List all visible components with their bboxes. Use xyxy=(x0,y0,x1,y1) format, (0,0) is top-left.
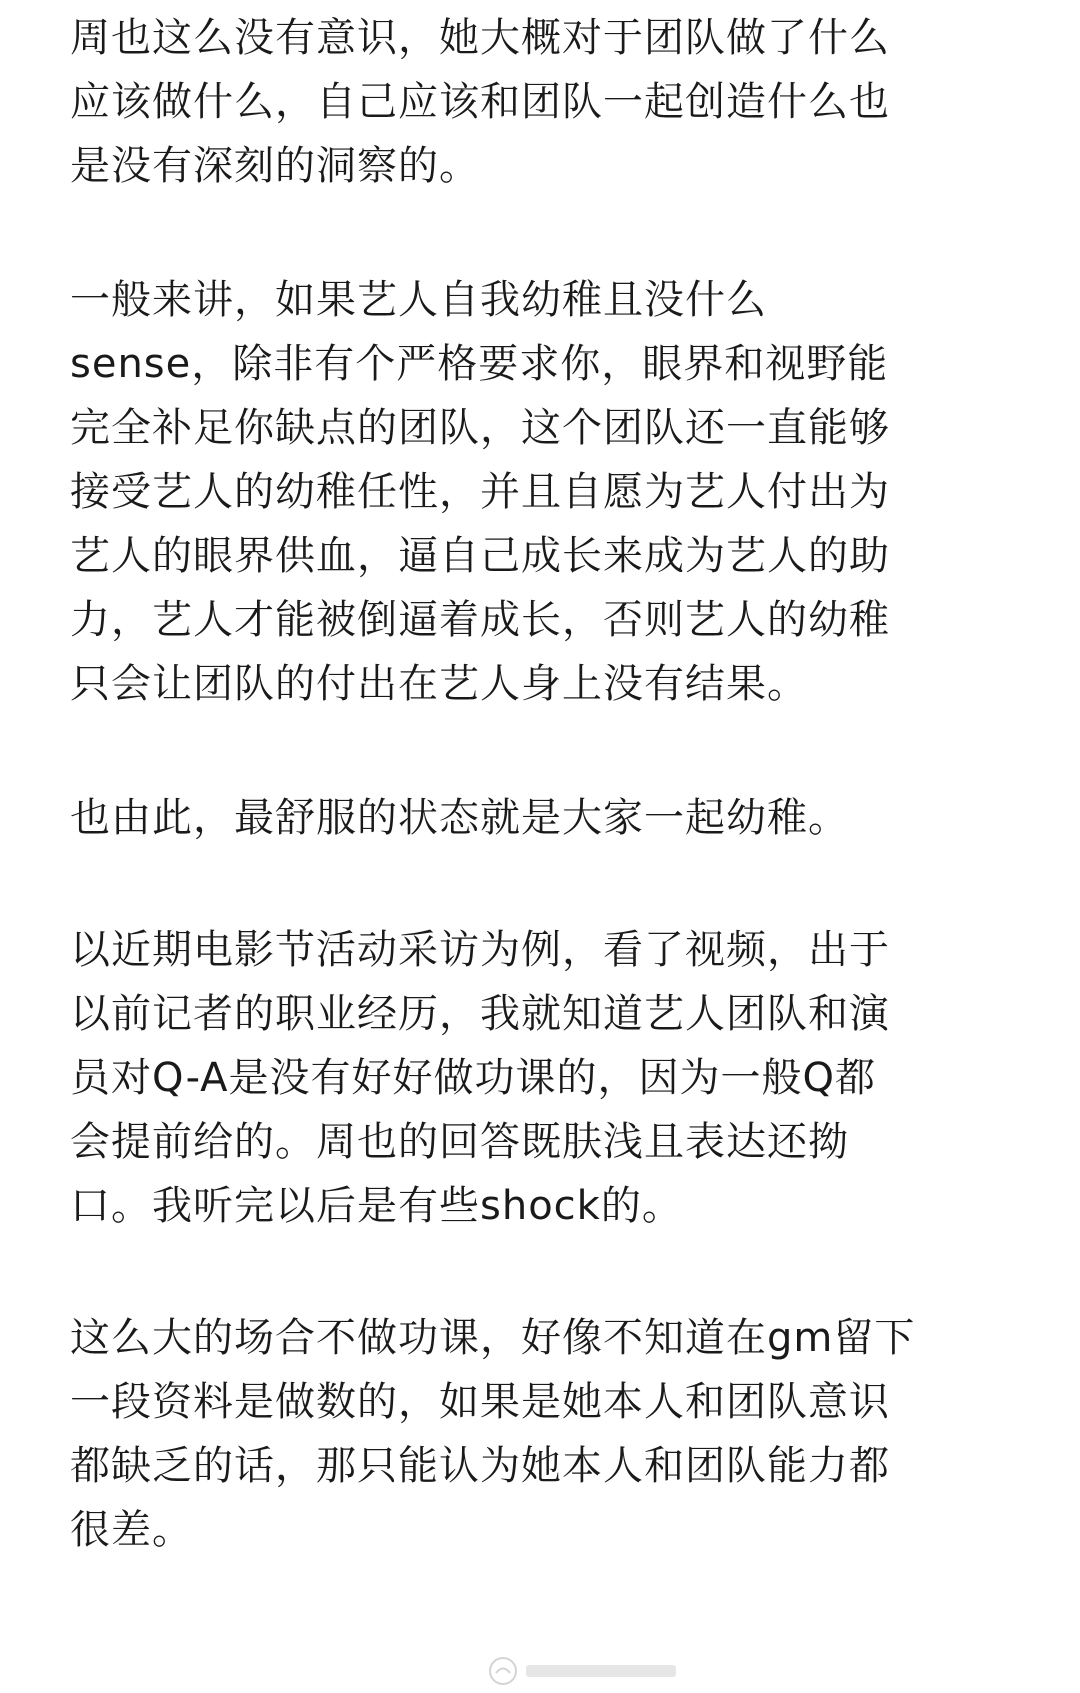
paragraph-4-line-1: 以近期电影节活动采访为例，看了视频，出于 xyxy=(70,927,890,973)
paragraph-4-line-5: 口。我听完以后是有些shock的。 xyxy=(70,1183,683,1229)
weibo-watermark-icon xyxy=(486,1654,686,1688)
paragraph-1-line-2: 应该做什么，自己应该和团队一起创造什么也 xyxy=(70,79,890,125)
paragraph-2-line-4: 接受艺人的幼稚任性，并且自愿为艺人付出为 xyxy=(70,469,890,515)
paragraph-3-line-1: 也由此，最舒服的状态就是大家一起幼稚。 xyxy=(70,795,849,841)
paragraph-4-line-3: 员对Q-A是没有好好做功课的，因为一般Q都 xyxy=(70,1055,876,1101)
paragraph-2-line-5: 艺人的眼界供血，逼自己成长来成为艺人的助 xyxy=(70,533,890,579)
paragraph-2-line-3: 完全补足你缺点的团队，这个团队还一直能够 xyxy=(70,405,890,451)
paragraph-2-line-1: 一般来讲，如果艺人自我幼稚且没什么 xyxy=(70,277,767,323)
paragraph-4-line-2: 以前记者的职业经历，我就知道艺人团队和演 xyxy=(70,991,890,1037)
paragraph-5-line-1: 这么大的场合不做功课，好像不知道在gm留下 xyxy=(70,1315,916,1361)
paragraph-1-line-1: 周也这么没有意识，她大概对于团队做了什么 xyxy=(70,15,890,61)
paragraph-4-line-4: 会提前给的。周也的回答既肤浅且表达还拗 xyxy=(70,1119,849,1165)
paragraph-5-line-2: 一段资料是做数的，如果是她本人和团队意识 xyxy=(70,1379,890,1425)
paragraph-2-line-6: 力，艺人才能被倒逼着成长，否则艺人的幼稚 xyxy=(70,597,890,643)
paragraph-2-line-2: sense，除非有个严格要求你，眼界和视野能 xyxy=(70,341,889,387)
paragraph-2-line-7: 只会让团队的付出在艺人身上没有结果。 xyxy=(70,661,808,707)
paragraph-5-line-4: 很差。 xyxy=(70,1507,193,1553)
paragraph-1-line-3: 是没有深刻的洞察的。 xyxy=(70,143,480,189)
paragraph-5-line-3: 都缺乏的话，那只能认为她本人和团队能力都 xyxy=(70,1443,890,1489)
